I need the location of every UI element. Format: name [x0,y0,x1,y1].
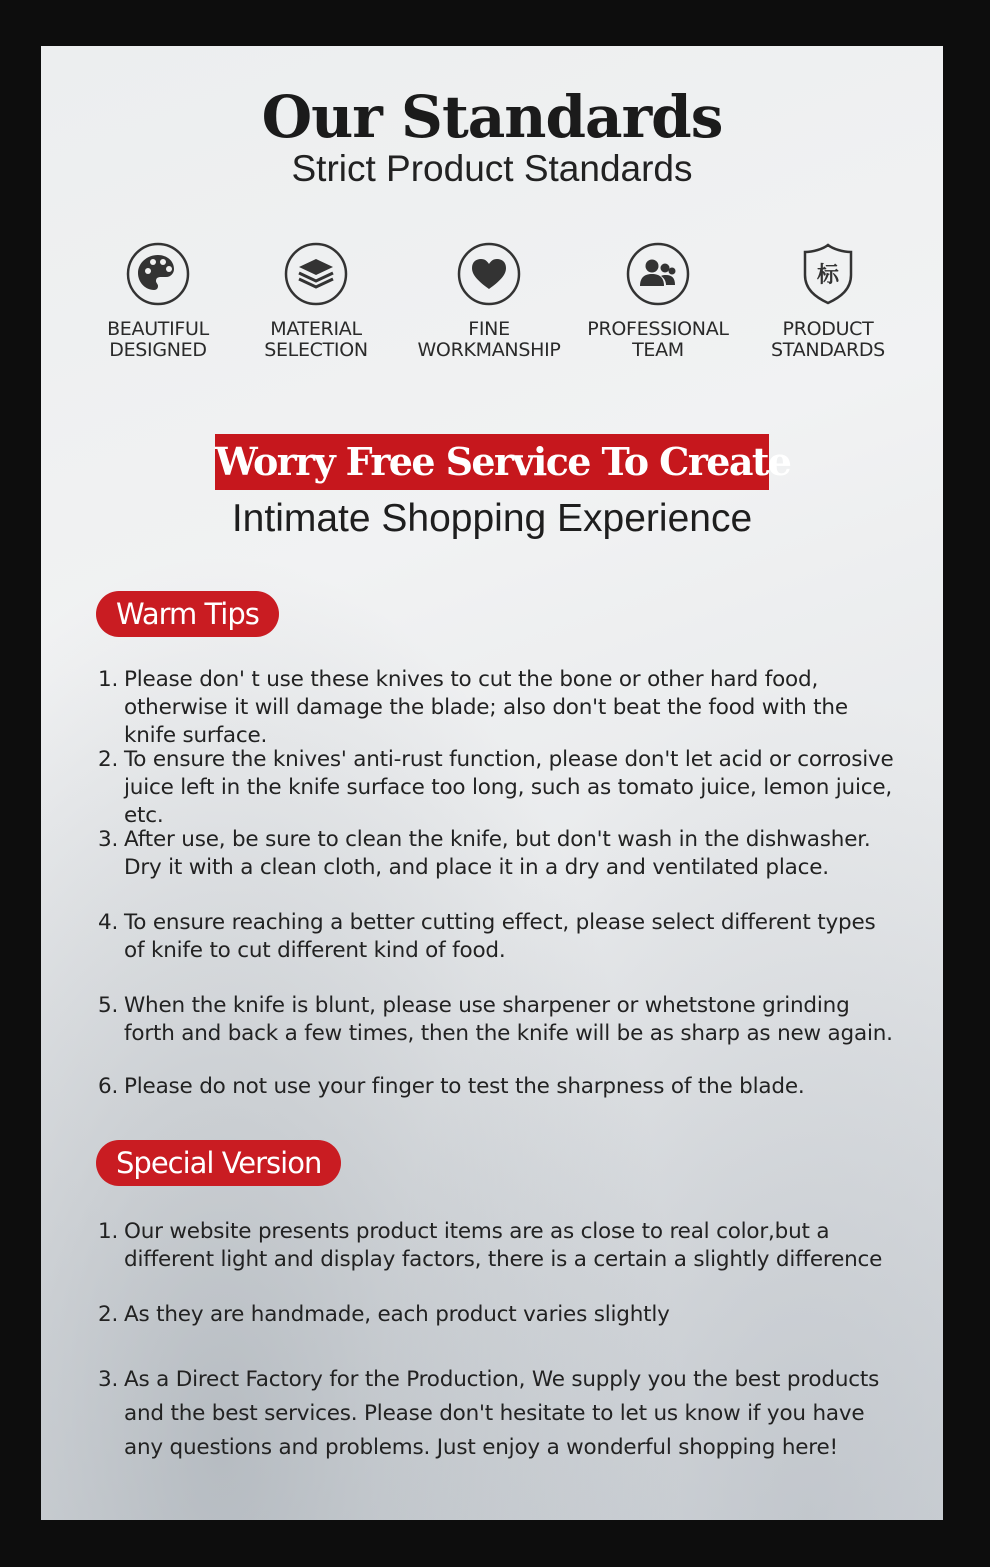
service-banner: Worry Free Service To Create [215,434,769,490]
service-banner-subtitle: Intimate Shopping Experience [231,497,753,540]
standards-panel [41,46,943,1520]
page-subtitle: Strict Product Standards [291,148,693,189]
list-item [98,1363,898,1465]
list-item [98,666,898,750]
feature-label: PROFESSIONAL TEAM [587,318,729,361]
list-item-number: 1. [98,1219,119,1244]
shield-icon [795,241,861,307]
list-item-text: As they are handmade, each product varies slightly [124,1302,670,1327]
feature-professional-team [573,241,743,361]
palette-icon [125,241,191,307]
feature-label: FINE WORKMANSHIP [417,318,561,361]
list-item-text: Please do not use your finger to test the sharpness of the blade. [124,1074,805,1099]
feature-product-standards [743,241,913,361]
list-item-text: As a Direct Factory for the Production, We supply you the best products and the best services. Please don't hesitate to let us know if you have any questions and problems. Just enjoy a wonderful shopping here! [124,1367,880,1460]
list-item [98,992,898,1048]
list-item-text: To ensure the knives' anti-rust function, please don't let acid or corrosive juice left in the knife surface too long, such as tomato juice, lemon juice, etc. [124,747,894,828]
list-item [98,1218,898,1274]
list-item-text: Please don' t use these knives to cut the bone or other hard food, otherwise it will damage the blade; also don't beat the food with the knife surface. [124,667,848,748]
team-icon [625,241,691,307]
feature-row [41,241,943,371]
feature-label: MATERIAL SELECTION [264,318,368,361]
list-item-text: To ensure reaching a better cutting effect, please select different types of knife to cut different kind of food. [124,910,876,963]
page-title: Our Standards [261,83,723,151]
list-item [98,1073,898,1101]
list-item-number: 3. [98,1367,119,1392]
list-item-number: 3. [98,827,119,852]
feature-label: BEAUTIFUL DESIGNED [107,318,209,361]
list-item [98,1301,898,1329]
list-item-number: 2. [98,747,119,772]
warm-tips-heading: Warm Tips [96,591,279,637]
list-item [98,826,898,882]
feature-fine-workmanship [404,241,574,361]
layers-icon [283,241,349,307]
list-item-text: When the knife is blunt, please use sharpener or whetstone grinding forth and back a few times, then the knife will be as sharp as new again. [124,993,893,1046]
heart-icon [456,241,522,307]
svg-text:标: 标 [816,263,840,288]
list-item-number: 5. [98,993,119,1018]
special-version-heading: Special Version [96,1140,341,1186]
list-item-number: 2. [98,1302,119,1327]
list-item-number: 1. [98,667,119,692]
feature-label: PRODUCT STANDARDS [771,318,885,361]
list-item-number: 6. [98,1074,119,1099]
feature-beautiful-designed [73,241,243,361]
list-item [98,909,898,965]
list-item-text: After use, be sure to clean the knife, but don't wash in the dishwasher. Dry it with a clean cloth, and place it in a dry and ventilated place. [124,827,871,880]
list-item-text: Our website presents product items are as close to real color,but a different light and display factors, there is a certain a slightly difference [124,1219,883,1272]
feature-material-selection [231,241,401,361]
list-item [98,746,898,830]
list-item-number: 4. [98,910,119,935]
